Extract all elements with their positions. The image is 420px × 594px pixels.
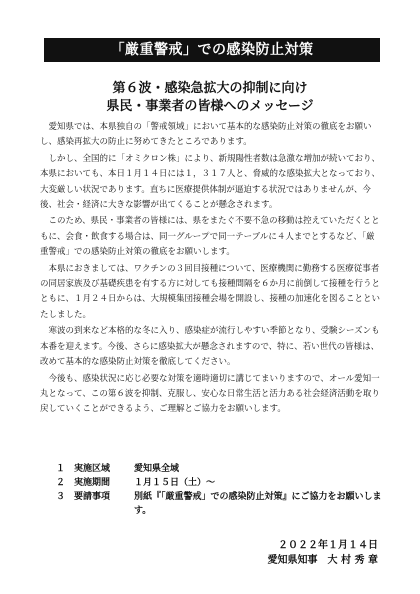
issue-date: ２０２２年１月１４日 xyxy=(278,540,378,551)
measure-label: 実施区域 xyxy=(74,464,111,474)
document-banner: 「厳重警戒」での感染防止対策 xyxy=(44,38,380,62)
body-paragraph: 寒波の到来など本格的な冬に入り、感染症が流行しやすい季節となり、受験シーズンも本番を迎えます。今後、さらに感染拡大が懸念されますので、特に、若い世代の皆様は、改めて基本的な感染防止対策を徹底してください。 xyxy=(40,326,380,368)
body-paragraph: 愛知県では、本県独自の「警戒領域」において基本的な感染防止対策の徹底をお願いし、感染再拡大の防止に努めてきたところであります。 xyxy=(40,122,372,148)
measures-list xyxy=(56,462,386,518)
body-paragraph: このため、県民・事業者の皆様には、県をまたぐ不要不急の移動は控えていただくとともに、会食・飲食する場合は、同一グループで同一テーブルに４人までとするなど、「厳重警戒」での感染防止対策の徹底をお願いします。 xyxy=(40,216,380,258)
measure-item xyxy=(56,476,386,490)
signer-name: 愛知県知事 大 村 秀 章 xyxy=(267,555,378,566)
measure-number: ３ xyxy=(56,492,66,502)
measure-number: ２ xyxy=(56,478,66,488)
body-paragraph: しかし、全国的に「オミクロン株」により、新規陽性者数は急激な増加が続いており、本県においても、本日１月１４日には１，３１７人と、脅威的な感染拡大となっており、大変厳しい状況であります。直ちに医療提供体制が逼迫する状況ではありませんが、今後、社会・経済に大きな影響が出てくることが懸念されます。 xyxy=(40,153,381,211)
measure-number: １ xyxy=(56,464,66,474)
measure-label: 実施期間 xyxy=(74,478,111,488)
message-title-line1: 第６波・感染急拡大の抑制に向け xyxy=(112,81,308,96)
body-paragraph: 今後も、感染状況に応じ必要な対策を適時適切に講じてまいりますので、オール愛知一丸となって、この第６波を抑制、克服し、安心な日常生活と活力ある社会経済活動を取り戻していくことができるよう、ご理解とご協力をお願いします。 xyxy=(40,373,380,415)
message-title-line2: 県民・事業者の皆様へのメッセージ xyxy=(106,99,314,114)
measure-item xyxy=(56,490,386,518)
body-paragraph: 本県におきましては、ワクチンの３回目接種について、医療機関に勤務する医療従事者の同居家族及び基礎疾患を有する方に対しても接種間隔を６か月に前倒して接種を行うとともに、１月２４日からは、大規模集団接種会場を開設し、接種の加速化を図ることといたしました。 xyxy=(40,263,381,320)
measure-item xyxy=(56,462,386,476)
measure-value: 別紙『「厳重警戒」での感染防止対策』にご協力をお願いします。 xyxy=(134,492,382,516)
message-body xyxy=(40,120,382,419)
measure-label: 要請事項 xyxy=(74,492,111,502)
measure-value: 愛知県全域 xyxy=(134,464,180,474)
measure-value: １月１５日（土）～ xyxy=(134,478,216,488)
